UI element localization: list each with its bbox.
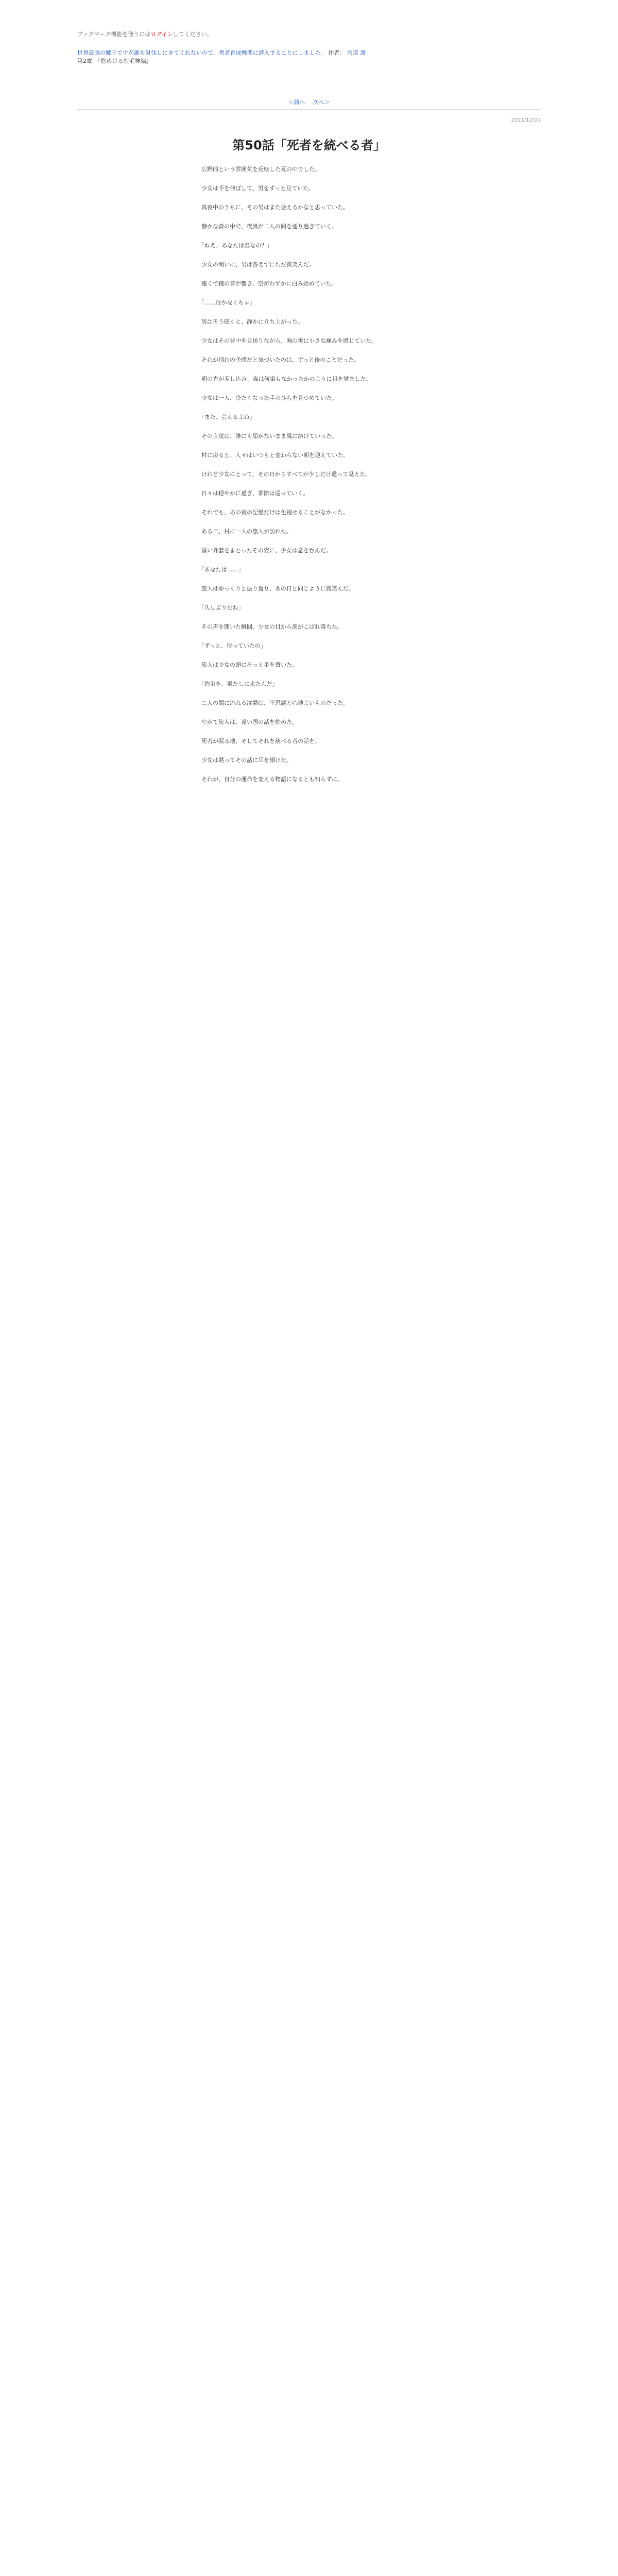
body-paragraph: 「久しぶりだね」 xyxy=(196,604,244,611)
body-paragraph: 男はそう呟くと、静かに立ち上がった。 xyxy=(196,318,303,325)
body-paragraph: 村に戻ると、人々はいつもと変わらない朝を迎えていた。 xyxy=(196,452,349,459)
login-note-prefix: ブックマーク機能を使うには xyxy=(77,31,151,38)
body-paragraph: ある日、村に一人の旅人が訪れた。 xyxy=(196,528,292,535)
next-episode-link[interactable]: 次へ＞ xyxy=(313,99,330,106)
body-paragraph: 少女の問いに、男は答えずにただ微笑んだ。 xyxy=(196,261,315,268)
body-paragraph: それが、自分の運命を変える物語になるとも知らずに。 xyxy=(196,776,343,783)
body-paragraph: 「あなたは……」 xyxy=(196,566,244,573)
body-paragraph: 少女は黙ってその話に耳を傾けた。 xyxy=(196,757,292,764)
body-paragraph: 黒い外套をまとったその姿に、少女は息を呑んだ。 xyxy=(196,547,332,554)
body-paragraph: 少女はその背中を見送りながら、胸の奥に小さな痛みを感じていた。 xyxy=(196,337,377,344)
chapter-label: 第2章 『悠めける紅毛神編』 xyxy=(77,58,152,64)
body-paragraph: 「また、会えるよね」 xyxy=(196,414,255,420)
body-paragraph: 旅人はゆっくりと振り返り、あの日と同じように微笑んだ。 xyxy=(196,585,354,592)
body-paragraph: それが別れの予感だと気づいたのは、ずっと後のことだった。 xyxy=(196,357,360,363)
body-paragraph: 朝の光が差し込み、森は何事もなかったかのように目を覚ました。 xyxy=(196,376,372,382)
body-paragraph: 旅人は少女の頭にそっと手を置いた。 xyxy=(196,662,298,668)
episode-body xyxy=(196,165,422,794)
body-paragraph: それでも、あの夜の記憶だけは色褪せることがなかった。 xyxy=(196,509,349,516)
body-paragraph: 日々は穏やかに過ぎ、季節は巡っていく。 xyxy=(196,490,309,497)
login-link[interactable]: ログイン xyxy=(150,31,173,38)
body-paragraph: 静かな森の中で、夜風が二人の間を通り過ぎていく。 xyxy=(196,223,337,230)
series-row xyxy=(77,49,541,57)
episode-pager xyxy=(0,98,618,106)
novel-header xyxy=(77,49,541,65)
body-paragraph: 遠くで鐘の音が響き、空がわずかに白み始めていた。 xyxy=(196,280,337,287)
body-paragraph: 真夜中のうちに、その男はまた会えるかなと思っていた。 xyxy=(196,204,349,211)
login-note xyxy=(77,30,213,38)
prev-episode-link[interactable]: ＜前へ xyxy=(288,99,305,106)
body-paragraph: 「……行かなくちゃ」 xyxy=(196,299,255,306)
body-paragraph: 広野的という雰囲気を反転した夏の中でした。 xyxy=(196,166,320,173)
episode-title: 第50話「死者を統べる者」 xyxy=(232,138,386,152)
author-label: 作者： xyxy=(328,49,346,56)
body-paragraph: 「ずっと、待っていたの」 xyxy=(196,642,266,649)
body-paragraph: その声を聞いた瞬間、少女の目から涙がこぼれ落ちた。 xyxy=(196,623,343,630)
body-paragraph: 少女は一人、冷たくなった手のひらを見つめていた。 xyxy=(196,395,337,401)
header-divider xyxy=(77,109,541,110)
post-date: 2021/12/01 xyxy=(511,117,541,123)
author-link[interactable]: 両道 渡 xyxy=(347,49,366,56)
body-paragraph: その言葉は、誰にも届かないまま風に溶けていった。 xyxy=(196,433,337,439)
body-paragraph: 「約束を、果たしに来たんだ」 xyxy=(196,681,278,687)
body-paragraph: 少女は手を伸ばして、男をずっと見ていた。 xyxy=(196,185,315,192)
body-paragraph: やがて旅人は、遠い国の話を始めた。 xyxy=(196,719,298,725)
series-title-link[interactable]: 世界最強の魔王ですが誰も討伐しにきてくれないので、勇者育成機関に潜入することにしました。 xyxy=(77,49,327,56)
body-paragraph: けれど少女にとって、その日からすべてが少しだけ違って見えた。 xyxy=(196,471,371,478)
body-paragraph: 二人の間に流れる沈黙は、不思議と心地よいものだった。 xyxy=(196,700,349,706)
body-paragraph: 「ねえ、あなたは誰なの？」 xyxy=(196,242,273,249)
login-note-suffix: してください。 xyxy=(173,31,213,38)
body-paragraph: 死者が眠る地、そしてそれを統べる者の話を。 xyxy=(196,738,320,744)
